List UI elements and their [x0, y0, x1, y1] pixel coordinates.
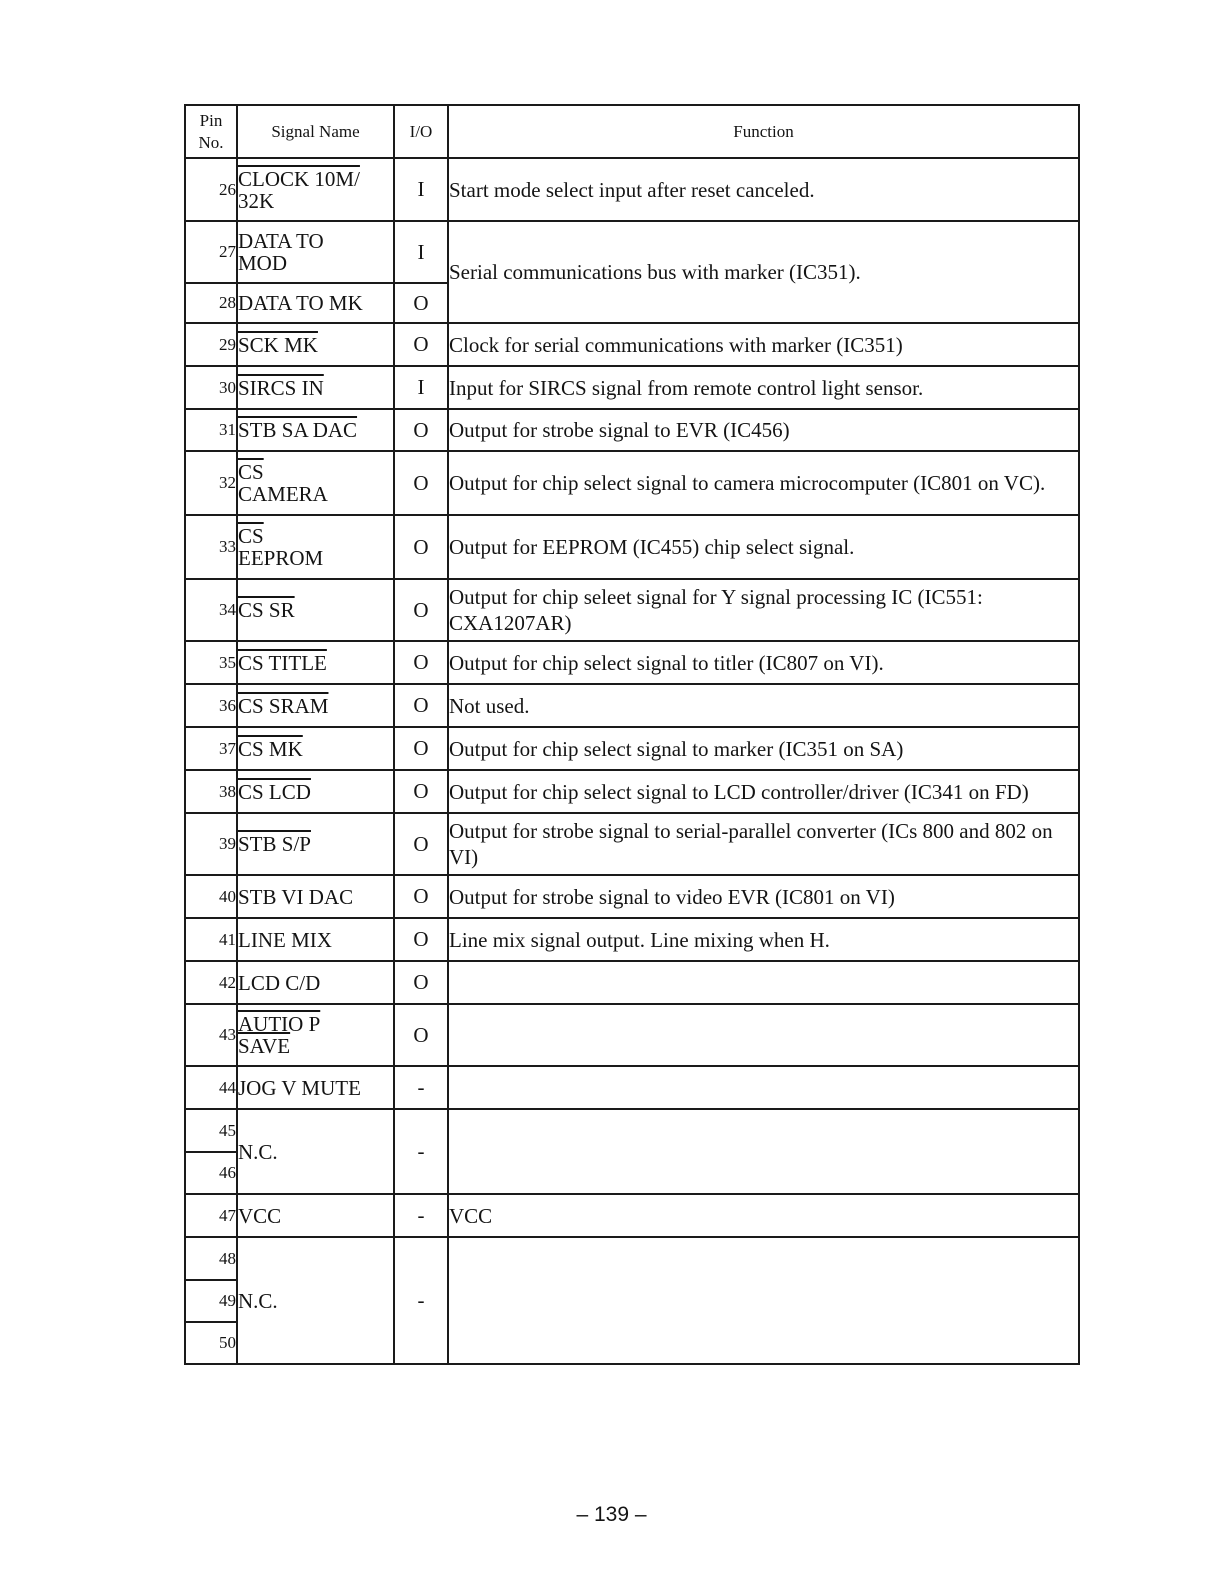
table-row [185, 409, 1079, 451]
pin-number: 39 [185, 813, 237, 875]
io-direction: O [394, 961, 448, 1004]
table-row [185, 1109, 1079, 1152]
page-number: – 139 – [576, 1503, 647, 1526]
signal-name: STB VI DAC [237, 875, 394, 918]
signal-line-2: MOD [238, 251, 288, 275]
signal-name: JOG V MUTE [237, 1066, 394, 1109]
signal-name [237, 813, 394, 875]
header-function: Function [448, 105, 1079, 158]
io-direction: O [394, 451, 448, 515]
io-direction: - [394, 1109, 448, 1194]
table-row [185, 1237, 1079, 1280]
signal-line-1: DATA TO [238, 229, 324, 253]
function-description: Output for chip select signal to camera microcomputer (IC801 on VC). [448, 451, 1079, 515]
signal-text: CS LCD [238, 779, 311, 804]
io-direction: O [394, 323, 448, 366]
signal-line-1: $\overline{CS}$ [238, 460, 264, 484]
signal-name [237, 451, 394, 515]
function-description: Output for strobe signal to video EVR (IC801 on VI) [448, 875, 1079, 918]
io-direction: O [394, 641, 448, 684]
header-signal-name: Signal Name [237, 105, 394, 158]
table-row [185, 323, 1079, 366]
signal-name [237, 770, 394, 813]
function-description: Output for chip select signal to marker (IC351 on SA) [448, 727, 1079, 770]
function-description [448, 1237, 1079, 1364]
signal-name: N.C. [237, 1109, 394, 1194]
table-row [185, 875, 1079, 918]
function-description: Output for EEPROM (IC455) chip select signal. [448, 515, 1079, 579]
io-direction: O [394, 409, 448, 451]
signal-name [237, 727, 394, 770]
function-description: Output for strobe signal to EVR (IC456) [448, 409, 1079, 451]
function-description [448, 1066, 1079, 1109]
pin-number: 37 [185, 727, 237, 770]
function-description: Output for chip select signal to titler (IC807 on VI). [448, 641, 1079, 684]
io-direction: O [394, 283, 448, 323]
pin-number: 27 [185, 221, 237, 283]
pin-number: 34 [185, 579, 237, 641]
signal-text: STB S/P [238, 832, 311, 856]
pin-function-table [184, 104, 1080, 1365]
signal-name: LINE MIX [237, 918, 394, 961]
header-row [185, 105, 1079, 158]
pin-number: 48 [185, 1237, 237, 1280]
io-direction: O [394, 579, 448, 641]
io-direction: O [394, 684, 448, 727]
signal-text: SIRCS IN [238, 375, 324, 400]
signal-name [237, 641, 394, 684]
signal-name [237, 221, 394, 283]
table-row [185, 158, 1079, 221]
function-description: VCC [448, 1194, 1079, 1237]
signal-line-1: CLOCK 10M/ [238, 166, 360, 191]
pin-number: 32 [185, 451, 237, 515]
function-description: Not used. [448, 684, 1079, 727]
io-direction: O [394, 813, 448, 875]
header-pin-no: Pin No. [185, 105, 237, 158]
pin-number: 47 [185, 1194, 237, 1237]
table-row [185, 727, 1079, 770]
function-description: Output for chip seleet signal for Y signal processing IC (IC551: CXA1207AR) [448, 579, 1079, 641]
pin-number: 42 [185, 961, 237, 1004]
function-description: Line mix signal output. Line mixing when H. [448, 918, 1079, 961]
pin-number: 30 [185, 366, 237, 409]
signal-text: STB SA DAC [238, 418, 358, 442]
pin-number: 49 [185, 1280, 237, 1322]
function-description [448, 1109, 1079, 1194]
io-direction: I [394, 366, 448, 409]
signal-name [237, 366, 394, 409]
table-row [185, 579, 1079, 641]
function-description [448, 961, 1079, 1004]
pin-number: 44 [185, 1066, 237, 1109]
signal-line-1: AUTIO P [238, 1012, 321, 1036]
pin-number: 40 [185, 875, 237, 918]
signal-name [237, 684, 394, 727]
signal-name [237, 158, 394, 221]
io-direction: O [394, 918, 448, 961]
signal-name: N.C. [237, 1237, 394, 1364]
io-direction: O [394, 515, 448, 579]
io-direction: - [394, 1194, 448, 1237]
table-row [185, 366, 1079, 409]
table-row [185, 1004, 1079, 1066]
function-description: Clock for serial communications with marker (IC351) [448, 323, 1079, 366]
signal-line-2: EEPROM [238, 546, 324, 570]
table-row [185, 684, 1079, 727]
table-row [185, 1066, 1079, 1109]
signal-name: DATA TO MK [237, 283, 394, 323]
pin-number: 31 [185, 409, 237, 451]
signal-line-2: SAVE [238, 1034, 291, 1058]
pin-number: 45 [185, 1109, 237, 1152]
pin-number: 46 [185, 1152, 237, 1194]
signal-name [237, 515, 394, 579]
function-description: Output for chip select signal to LCD controller/driver (IC341 on FD) [448, 770, 1079, 813]
table-row [185, 641, 1079, 684]
pin-number: 36 [185, 684, 237, 727]
pin-number: 50 [185, 1322, 237, 1364]
table-row [185, 961, 1079, 1004]
signal-name [237, 579, 394, 641]
signal-name [237, 323, 394, 366]
signal-line-1: $\overline{CS}$ [238, 524, 264, 548]
io-direction: O [394, 875, 448, 918]
io-direction: - [394, 1066, 448, 1109]
signal-name: VCC [237, 1194, 394, 1237]
pin-number: 43 [185, 1004, 237, 1066]
pin-number: 41 [185, 918, 237, 961]
pin-number: 29 [185, 323, 237, 366]
table-row [185, 770, 1079, 813]
function-description: Start mode select input after reset canceled. [448, 158, 1079, 221]
signal-text: CS MK [238, 736, 303, 761]
pin-number: 26 [185, 158, 237, 221]
table-row [185, 1194, 1079, 1237]
signal-name [237, 1004, 394, 1066]
table-row [185, 515, 1079, 579]
io-direction: I [394, 158, 448, 221]
function-description: Output for strobe signal to serial-parallel converter (ICs 800 and 802 on VI) [448, 813, 1079, 875]
signal-line-2: CAMERA [238, 482, 328, 506]
io-direction: O [394, 727, 448, 770]
pin-number: 28 [185, 283, 237, 323]
pin-number: 33 [185, 515, 237, 579]
header-io: I/O [394, 105, 448, 158]
function-description [448, 1004, 1079, 1066]
table-row [185, 451, 1079, 515]
function-description: Serial communications bus with marker (IC351). [448, 221, 1079, 323]
signal-text: CS TITLE [238, 650, 327, 675]
io-direction: O [394, 1004, 448, 1066]
pin-number: 35 [185, 641, 237, 684]
signal-text: CS SRAM [238, 693, 329, 718]
signal-name [237, 409, 394, 451]
table-row [185, 813, 1079, 875]
table-row [185, 918, 1079, 961]
signal-line-2: 32K [238, 188, 275, 213]
signal-name: LCD C/D [237, 961, 394, 1004]
io-direction: O [394, 770, 448, 813]
table-row [185, 221, 1079, 283]
function-description: Input for SIRCS signal from remote control light sensor. [448, 366, 1079, 409]
pin-number: 38 [185, 770, 237, 813]
signal-text: CS SR [238, 598, 295, 622]
io-direction: I [394, 221, 448, 283]
signal-text: SCK MK [238, 332, 318, 357]
io-direction: - [394, 1237, 448, 1364]
